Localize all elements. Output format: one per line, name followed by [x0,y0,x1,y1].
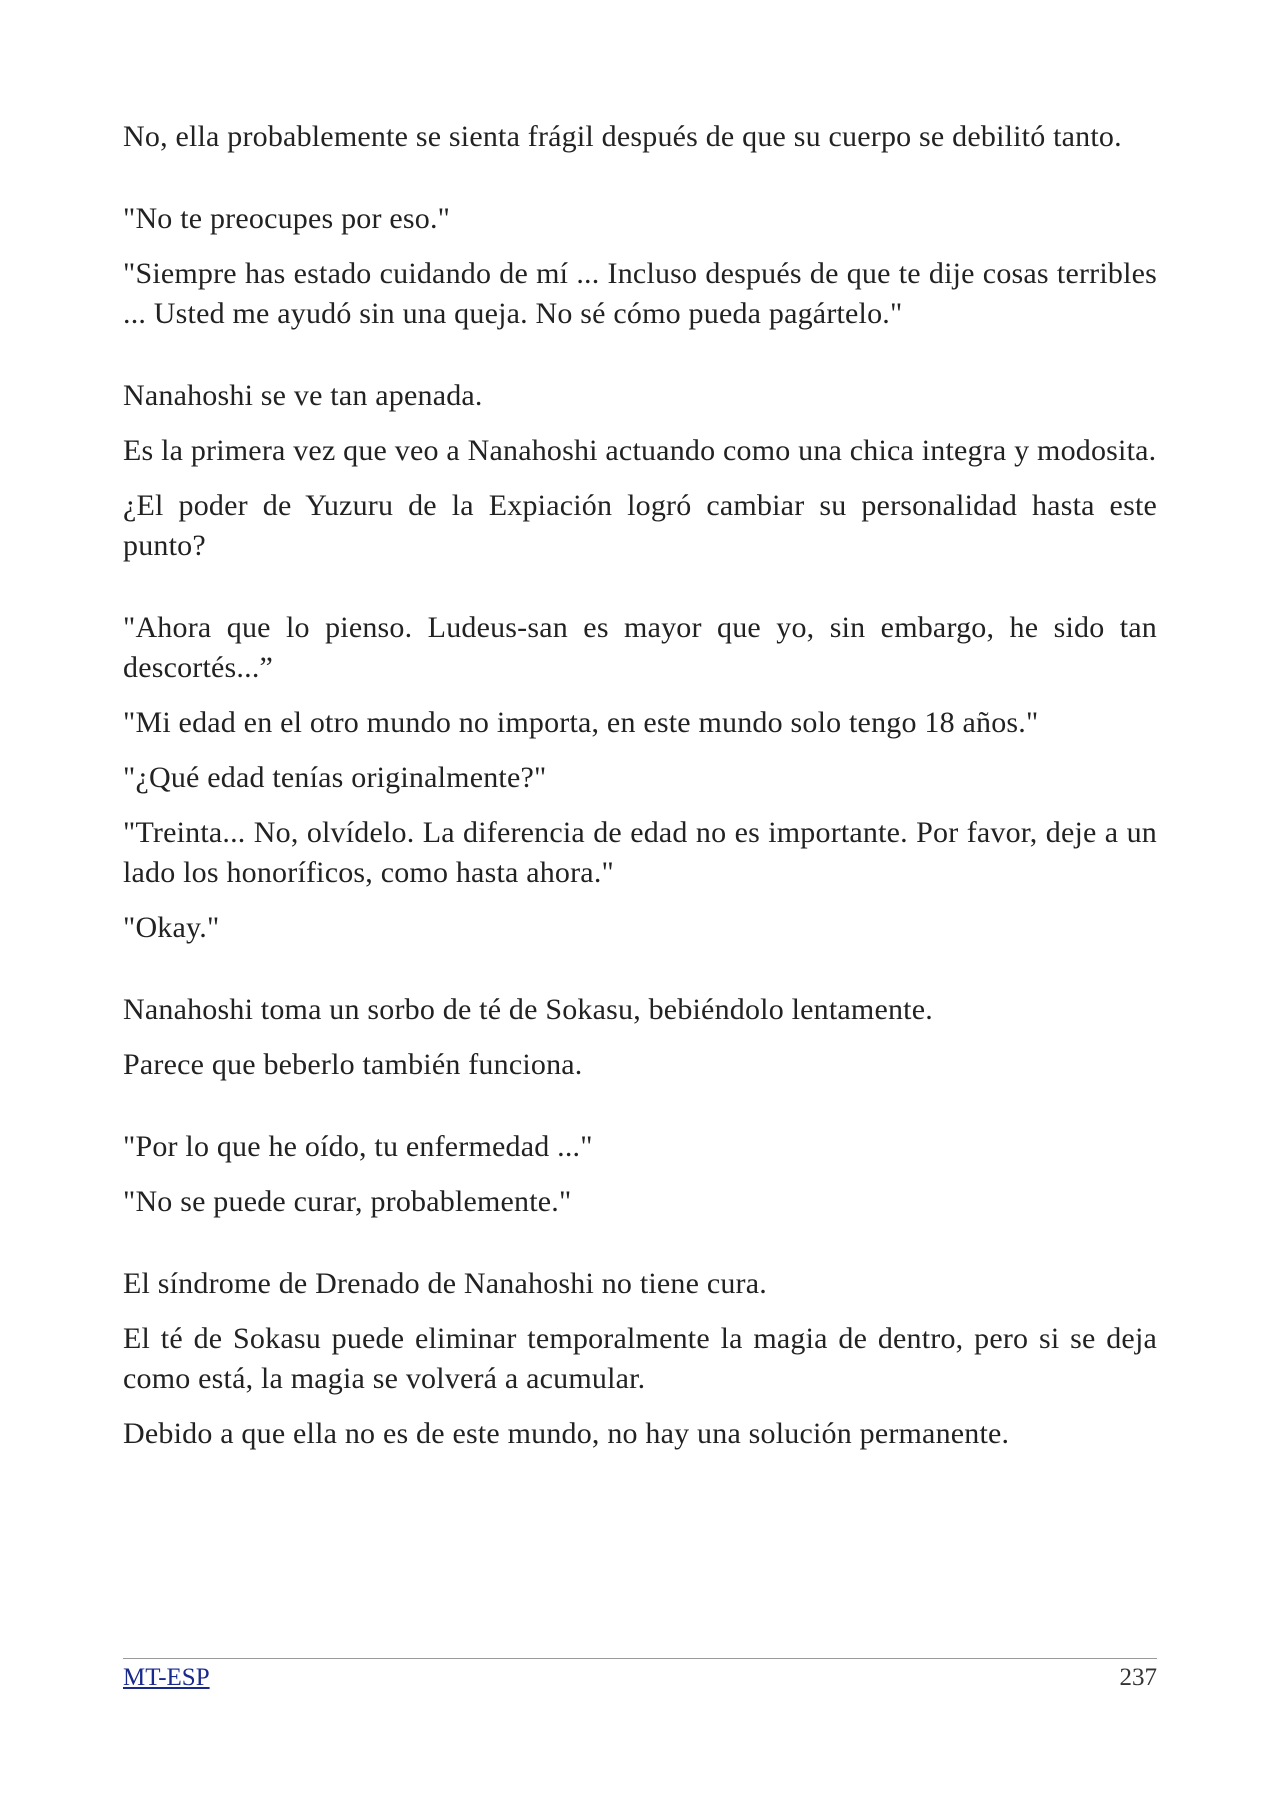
paragraph: "Treinta... No, olvídelo. La diferencia de edad no es importante. Por favor, deje a un lado los honoríficos, como hasta ahora." [123,816,1157,889]
paragraph: "No se puede curar, probablemente." [123,1185,572,1218]
site-link[interactable]: MT-ESP [123,1664,210,1691]
paragraph: Es la primera vez que veo a Nanahoshi actuando como una chica integra y modosita. [123,434,1157,467]
paragraph: "Ahora que lo pienso. Ludeus-san es mayor que yo, sin embargo, he sido tan descortés...” [123,611,1157,684]
paragraph: "Mi edad en el otro mundo no importa, en este mundo solo tengo 18 años." [123,706,1039,739]
paragraph: "¿Qué edad tenías originalmente?" [123,761,547,794]
paragraph: Nanahoshi toma un sorbo de té de Sokasu, bebiéndolo lentamente. [123,993,933,1026]
paragraph: Parece que beberlo también funciona. [123,1048,583,1081]
paragraph: "Siempre has estado cuidando de mí ... Incluso después de que te dije cosas terribles ... Usted me ayudó sin una queja. No sé cómo pueda pagártelo." [123,257,1157,330]
paragraph: El síndrome de Drenado de Nanahoshi no tiene cura. [123,1267,767,1300]
paragraph: ¿El poder de Yuzuru de la Expiación logró cambiar su personalidad hasta este punto? [123,489,1157,562]
paragraph: El té de Sokasu puede eliminar temporalmente la magia de dentro, pero si se deja como está, la magia se volverá a acumular. [123,1322,1157,1395]
paragraph: Debido a que ella no es de este mundo, no hay una solución permanente. [123,1417,1010,1450]
page-number: 237 [1119,1664,1157,1691]
paragraph: No, ella probablemente se sienta frágil después de que su cuerpo se debilitó tanto. [123,120,1122,153]
paragraph: "Okay." [123,911,220,944]
page-footer [123,1658,1157,1693]
paragraph: "Por lo que he oído, tu enfermedad ..." [123,1130,593,1163]
paragraph: Nanahoshi se ve tan apenada. [123,379,483,412]
paragraph: "No te preocupes por eso." [123,202,451,235]
page-body [123,117,1157,1454]
